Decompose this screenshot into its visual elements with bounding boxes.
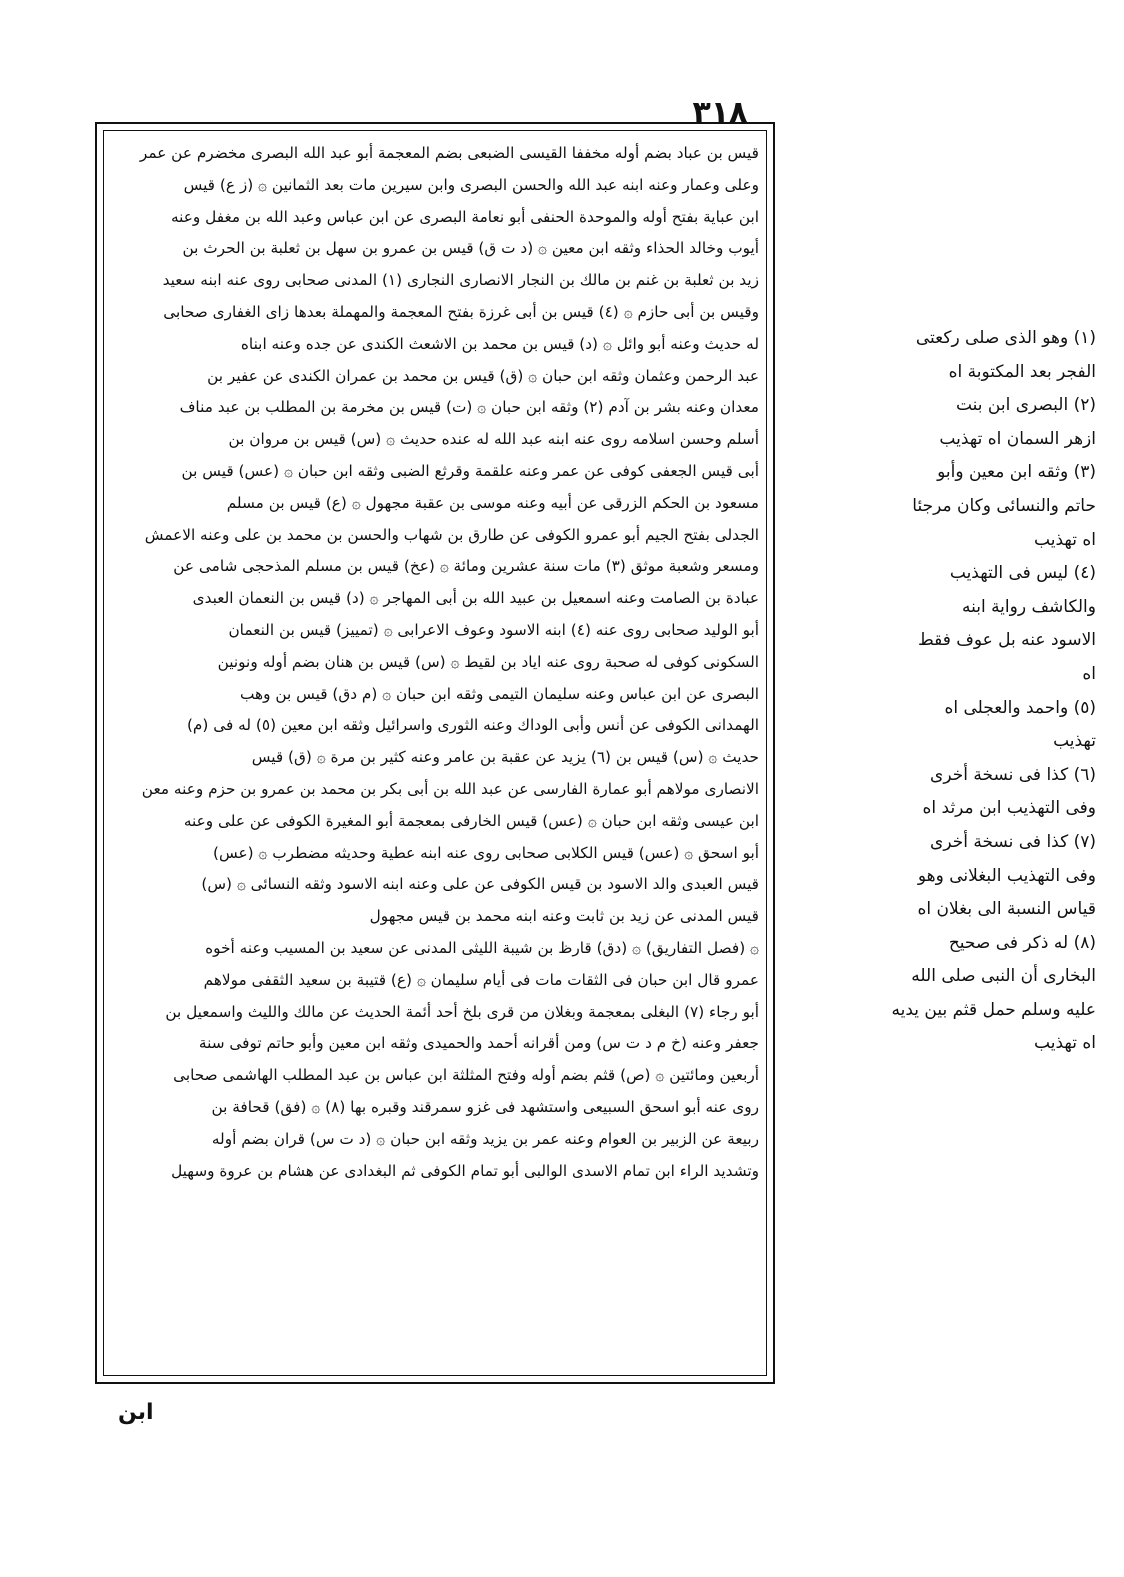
main-text-line: أسلم وحسن اسلامه روى عنه ابنه عبد الله له عنده حديث ۞ (س) قيس بن مروان بن bbox=[228, 430, 759, 449]
main-text-line: عبد الرحمن وعثمان وثقه ابن حبان ۞ (ق) قيس بن محمد بن عمران الكندى عن عفير بن bbox=[207, 366, 759, 385]
footnote-line: (٤) ليس فى التهذيب bbox=[949, 563, 1096, 584]
footnote-line: (٢) البصرى ابن بنت bbox=[955, 395, 1096, 416]
main-text-line: مسعود بن الحكم الزرقى عن أبيه وعنه موسى بن عقبة مجهول ۞ (ع) قيس بن مسلم bbox=[226, 493, 759, 512]
footnote-line: الفجر بعد المكتوبة اه bbox=[948, 361, 1096, 382]
main-text-line: الانصارى مولاهم أبو عمارة الفارسى عن عبد الله بن أبى بكر بن محمد بن عمرو بن حزم وعنه معن bbox=[141, 779, 759, 798]
main-text-line: ابن عباية بفتح أوله والموحدة الحنفى أبو نعامة البصرى عن ابن عباس وعبد الله بن مغفل وعنه bbox=[170, 207, 759, 226]
footnote-line: الاسود عنه بل عوف فقط bbox=[917, 630, 1096, 651]
footnote-line: (٥) واحمد والعجلى اه bbox=[944, 697, 1096, 718]
main-text-line: أبو الوليد صحابى روى عنه (٤) ابنه الاسود وعوف الاعرابى ۞ (تمييز) قيس بن النعمان bbox=[228, 620, 759, 639]
main-text-line: السكونى كوفى له صحبة روى عنه اياد بن لقيط ۞ (س) قيس بن هنان بضم أوله ونونين bbox=[217, 652, 759, 671]
main-text-line: ومسعر وشعبة موثق (٣) مات سنة عشرين ومائة ۞ (عخ) قيس بن مسلم المذحجى شامى عن bbox=[173, 557, 759, 576]
main-text-line: عبادة بن الصامت وعنه اسمعيل بن عبيد الله بن أبى المهاجر ۞ (د) قيس بن النعمان العبدى bbox=[192, 589, 759, 608]
main-text-line: معدان وعنه بشر بن آدم (٢) وثقه ابن حبان ۞ (ت) قيس بن مخرمة بن المطلب بن عبد مناف bbox=[179, 398, 759, 417]
main-text-line: أبو اسحق ۞ (عس) قيس الكلابى صحابى روى عنه ابنه عطية وحديثه مضطرب ۞ (عس) bbox=[213, 843, 759, 862]
footnote-line: (١) وهو الذى صلى ركعتى bbox=[915, 328, 1096, 348]
main-text-line: أيوب وخالد الحذاء وثقه ابن معين ۞ (د ت ق) قيس بن عمرو بن سهل بن ثعلبة بن الحرث بن bbox=[182, 239, 759, 258]
footnote-line: عليه وسلم حمل قثم بين يديه bbox=[891, 999, 1096, 1020]
main-text-line: ابن عيسى وثقه ابن حبان ۞ (عس) قيس الخارفى بمعجمة أبو المغيرة الكوفى عن على وعنه bbox=[183, 811, 759, 830]
main-text-line: وعلى وعمار وعنه ابنه عبد الله والحسن البصرى وابن سيرين مات بعد الثمانين ۞ (ز ع) قيس bbox=[183, 175, 759, 194]
footnote-line: والكاشف رواية ابنه bbox=[961, 596, 1096, 617]
main-text-line: قيس بن عباد بضم أوله مخففا القيسى الضبعى بضم المعجمة أبو عبد الله البصرى مخضرم عن عمر bbox=[139, 144, 759, 162]
main-text-line: أربعين ومائتين ۞ (ص) قثم بضم أوله وفتح المثلثة ابن عباس بن عبد المطلب الهاشمى صحابى bbox=[173, 1066, 759, 1085]
main-text-line: عمرو قال ابن حبان فى الثقات مات فى أيام سليمان ۞ (ع) قتيبة بن سعيد الثقفى مولاهم bbox=[203, 970, 759, 989]
main-text-line: أبى قيس الجعفى كوفى عن عمر وعنه علقمة وقرثع الضبى وثقه ابن حبان ۞ (عس) قيس بن bbox=[181, 461, 759, 480]
main-text-line: قيس العبدى والد الاسود بن قيس الكوفى عن على وعنه ابنه الاسود وثقه النسائى ۞ (س) bbox=[201, 875, 759, 894]
main-text-block bbox=[107, 138, 759, 1187]
main-text-line: وقيس بن أبى حازم ۞ (٤) قيس بن أبى غرزة بفتح المعجمة والمهملة بعدها زاى الغفارى صحابى bbox=[163, 302, 759, 321]
footnote-line: البخارى أن النبى صلى الله bbox=[911, 966, 1096, 987]
main-text-line: قيس المدنى عن زيد بن ثابت وعنه ابنه محمد بن قيس مجهول bbox=[369, 907, 759, 926]
footnote-line: (٦) كذا فى نسخة أخرى bbox=[930, 764, 1096, 785]
main-text-line: روى عنه أبو اسحق السبيعى واستشهد فى غزو سمرقند وقبره بها (٨) ۞ (فق) قحافة بن bbox=[211, 1097, 759, 1116]
main-text-line: الجدلى بفتح الجيم أبو عمرو الكوفى عن طارق بن شهاب والحسن بن محمد بن على وعنه الاعمش bbox=[144, 525, 759, 544]
footnote-line: اه bbox=[1082, 663, 1096, 684]
footnote-line: حاتم والنسائى وكان مرجئا bbox=[912, 495, 1096, 516]
footnote-line: وفى التهذيب ابن مرثد اه bbox=[922, 798, 1096, 819]
footnote-line: وفى التهذيب البغلانى وهو bbox=[917, 865, 1096, 886]
main-text-line: له حديث وعنه أبو وائل ۞ (د) قيس بن محمد بن الاشعث الكندى عن جده وعنه ابناه bbox=[240, 334, 759, 353]
main-text-line: حديث ۞ (س) قيس بن (٦) يزيد عن عقبة بن عامر وعنه كثير بن مرة ۞ (ق) قيس bbox=[251, 748, 759, 767]
marginal-footnotes bbox=[784, 322, 1096, 1061]
main-text-line: البصرى عن ابن عباس وعنه سليمان التيمى وثقه ابن حبان ۞ (م دق) قيس بن وهب bbox=[239, 684, 759, 703]
footnote-line: اه تهذيب bbox=[1034, 1033, 1096, 1054]
footnote-line: اه تهذيب bbox=[1034, 529, 1096, 550]
footnote-line: قياس النسبة الى بغلان اه bbox=[917, 899, 1096, 920]
main-text-line: ۞ (فصل التفاريق) ۞ (دق) قارظ بن شيبة الليثى المدنى عن سعيد بن المسيب وعنه أخوه bbox=[205, 938, 759, 957]
footnote-line: تهذيب bbox=[1053, 731, 1096, 752]
footnote-line: (٧) كذا فى نسخة أخرى bbox=[930, 831, 1096, 852]
footnote-line: (٣) وثقه ابن معين وأبو bbox=[937, 462, 1096, 483]
footnote-line: ازهر السمان اه تهذيب bbox=[939, 428, 1096, 449]
main-text-line: الهمدانى الكوفى عن أنس وأبى الوداك وعنه الثورى واسرائيل وثقه ابن معين (٥) له فى (م) bbox=[186, 716, 759, 735]
catchword: ابن bbox=[118, 1400, 154, 1425]
main-text-line: وتشديد الراء ابن تمام الاسدى الوالبى أبو تمام الكوفى ثم البغدادى عن هشام بن عروة وسهيل bbox=[171, 1161, 759, 1180]
footnote-line: (٨) له ذكر فى صحيح bbox=[948, 932, 1096, 953]
main-text-line: جعفر وعنه (خ م د ت س) ومن أقرانه أحمد والحميدى وثقه ابن معين وأبو حاتم توفى سنة bbox=[198, 1034, 759, 1053]
main-text-line: ربيعة عن الزبير بن العوام وعنه عمر بن يزيد وثقه ابن حبان ۞ (د ت س) قران بضم أوله bbox=[211, 1129, 759, 1148]
main-text-frame bbox=[95, 122, 775, 1384]
main-text-line: زيد بن ثعلبة بن غنم بن مالك بن النجار الانصارى النجارى (١) المدنى صحابى روى عنه ابنه سعيد bbox=[162, 271, 759, 290]
page-number: ٣١٨ bbox=[692, 95, 748, 130]
main-text-line: أبو رجاء (٧) البغلى بمعجمة وبغلان من قرى بلخ أحد أئمة الحديث عن مالك والليث واسمعيل بن bbox=[165, 1002, 759, 1021]
